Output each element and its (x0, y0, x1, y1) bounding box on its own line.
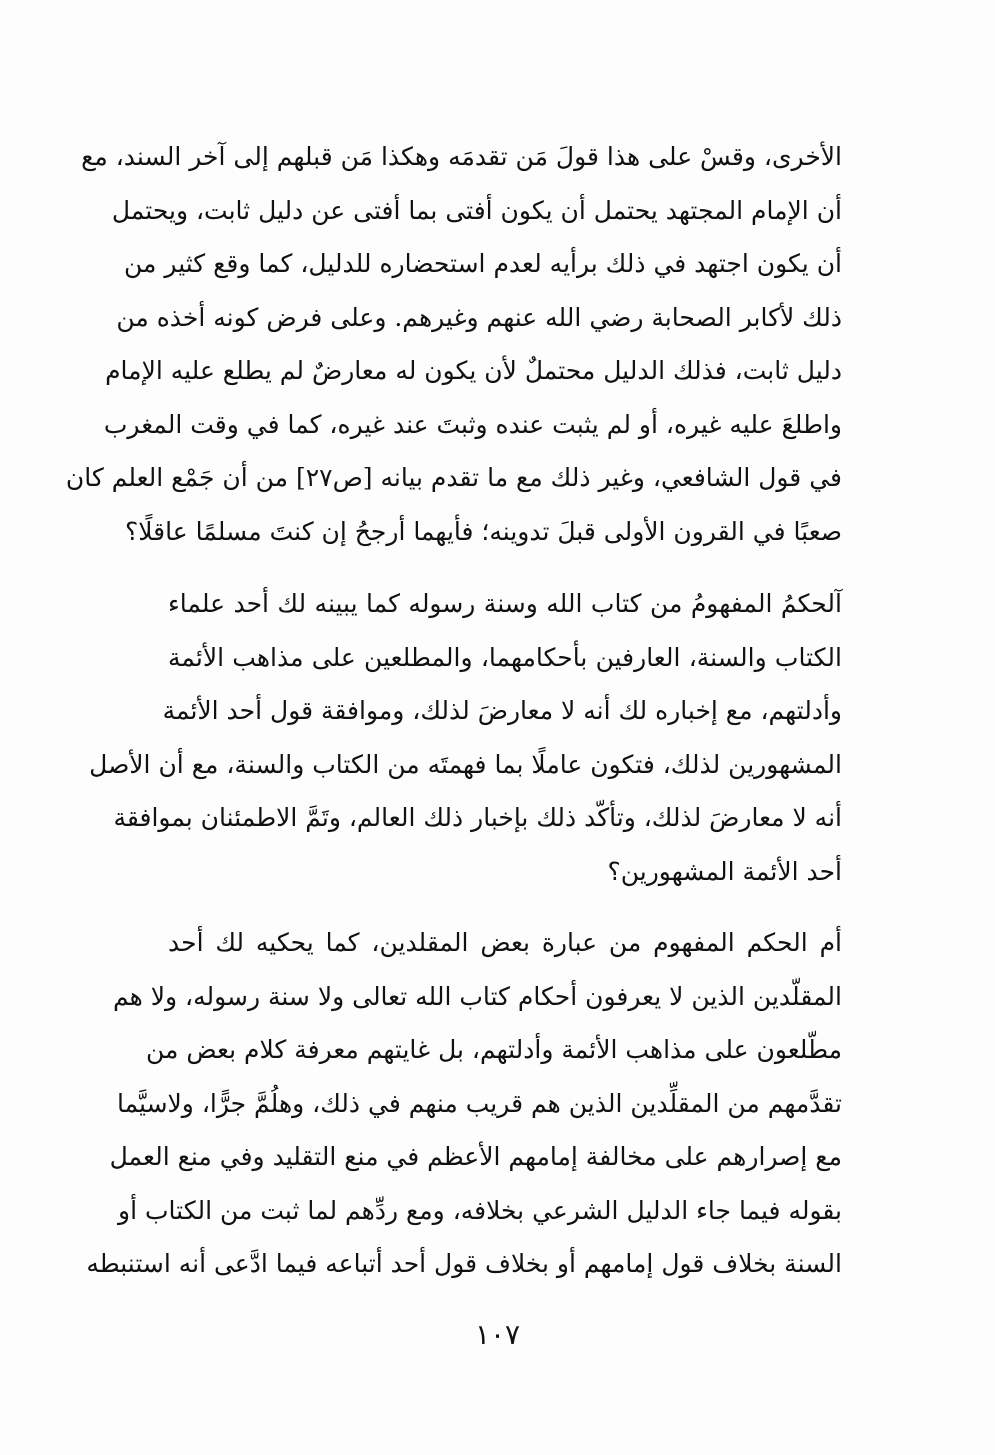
paragraph-3 (86, 916, 842, 1291)
text-line: صعبًا في القرون الأولى قبلَ تدوينه؛ فأيهما أرجحُ إن كنتَ مسلمًا عاقلًا؟ (125, 516, 842, 546)
text-line: الأخرى، وقسْ على هذا قولَ مَن تقدمَه وهكذا مَن قبلهم إلى آخر السند، مع (81, 142, 842, 171)
text-line: مع إصرارهم على مخالفة إمامهم الأعظم في منع التقليد وفي منع العمل (109, 1142, 842, 1171)
text-line: أم الحكم المفهوم من عبارة بعض المقلدين، كما يحكيه لك أحد (168, 928, 842, 957)
text-line: آلحكمُ المفهومُ من كتاب الله وسنة رسوله كما يبينه لك أحد علماء (168, 589, 842, 618)
paragraph-2 (89, 577, 842, 898)
text-line: أن يكون اجتهد في ذلك برأيه لعدم استحضاره للدليل، كما وقع كثير من (124, 249, 842, 278)
page-number: ١٠٧ (474, 1318, 521, 1351)
paragraph-1 (65, 130, 842, 558)
text-line: المقلّدين الذين لا يعرفون أحكام كتاب الله تعالى ولا سنة رسوله، ولا هم (112, 981, 842, 1011)
text-line: أحد الأئمة المشهورين؟ (607, 856, 842, 886)
text-line: المشهورين لذلك، فتكون عاملًا بما فهمتَه من الكتاب والسنة، مع أن الأصل (89, 749, 842, 779)
text-line: أن الإمام المجتهد يحتمل أن يكون أفتى بما أفتى عن دليل ثابت، ويحتمل (111, 195, 842, 225)
text-line: السنة بخلاف قول إمامهم أو بخلاف قول أحد أتباعه فيما ادَّعى أنه استنبطه (86, 1249, 842, 1278)
text-line: في قول الشافعي، وغير ذلك مع ما تقدم بيانه [ص٢٧] من أن جَمْع العلم كان (65, 463, 842, 492)
text-line: الكتاب والسنة، العارفين بأحكامهما، والمطلعين على مذاهب الأئمة (168, 642, 842, 672)
text-line: مطّلعون على مذاهب الأئمة وأدلتهم، بل غايتهم معرفة كلام بعض من (146, 1035, 842, 1064)
text-line: بقوله فيما جاء الدليل الشرعي بخلافه، ومع ردِّهم لما ثبت من الكتاب أو (118, 1195, 842, 1225)
text-line: دليل ثابت، فذلك الدليل محتملٌ لأن يكون له معارضٌ لم يطلع عليه الإمام (105, 356, 842, 385)
text-line: ذلك لأكابر الصحابة رضي الله عنهم وغيرهم. وعلى فرض كونه أخذه من (116, 302, 842, 332)
text-line: تقدَّمهم من المقلِّدين الذين هم قريب منهم في ذلك، وهلُمَّ جرًّا، ولاسيَّما (116, 1088, 842, 1118)
text-line: وأدلتهم، مع إخباره لك أنه لا معارضَ لذلك، وموافقة قول أحد الأئمة (162, 696, 842, 725)
text-line: واطلعَ عليه غيره، أو لم يثبت عنده وثبتَ عند غيره، كما في وقت المغرب (103, 409, 842, 439)
text-line: أنه لا معارضَ لذلك، وتأكّد ذلك بإخبار ذلك العالم، وتَمَّ الاطمئنان بموافقة (113, 803, 842, 832)
